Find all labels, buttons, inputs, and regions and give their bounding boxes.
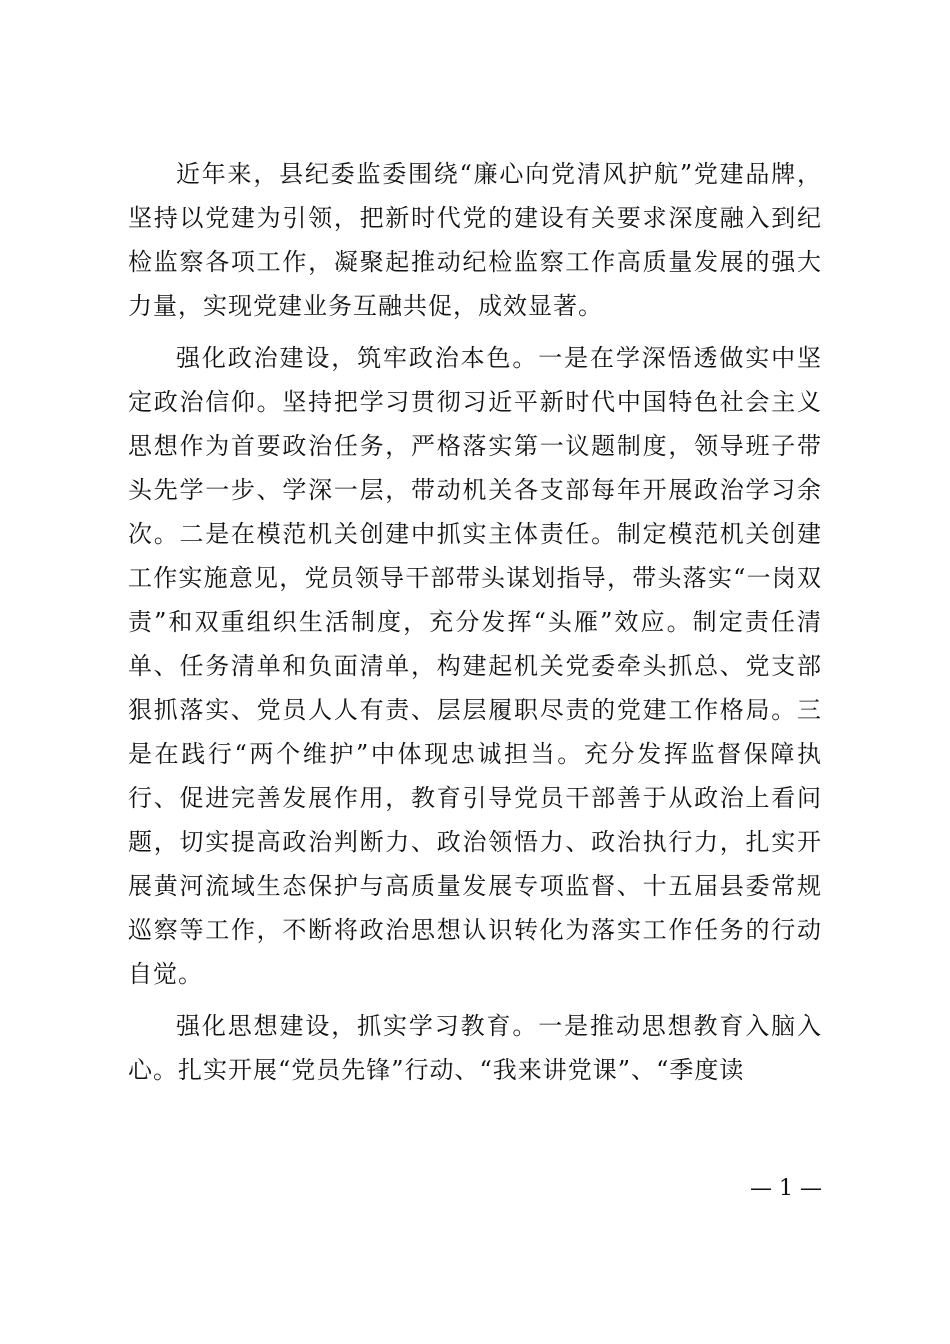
paragraph-political-building: 强化政治建设，筑牢政治本色。一是在学深悟透做实中坚定政治信仰。坚持把学习贯彻习近平新时代中国特色社会主义思想作为首要政治任务，严格落实第一议题制度，领导班子带头先学一步、学深一层，带动机关各支部每年开展政治学习余次。二是在模范机关创建中抓实主体责任。制定模范机关创建工作实施意见，党员领导干部带头谋划指导，带头落实“一岗双责”和双重组织生活制度，充分发挥“头雁”效应。制定责任清单、任务清单和负面清单，构建起机关党委牵头抓总、党支部狠抓落实、党员人人有责、层层履职尽责的党建工作格局。三是在践行“两个维护”中体现忠诚担当。充分发挥监督保障执行、促进完善发展作用，教育引导党员干部善于从政治上看问题，切实提高政治判断力、政治领悟力、政治执行力，扎实开展黄河流域生态保护与高质量发展专项监督、十五届县委常规巡察等工作，不断将政治思想认识转化为落实工作任务的行动自觉。 — [128, 344, 822, 988]
paragraph-intro: 近年来，县纪委监委围绕“廉心向党清风护航”党建品牌，坚持以党建为引领，把新时代党的建设有关要求深度融入到纪检监察各项工作，凝聚起推动纪检监察工作高质量发展的强大力量，实现党建业务互融共促，成效显著。 — [128, 160, 822, 320]
page-number: — 1 — — [750, 1176, 822, 1201]
paragraph-ideological-building: 强化思想建设，抓实学习教育。一是推动思想教育入脑入心。扎实开展“党员先锋”行动、“我来讲党课”、“季度读 — [128, 1012, 822, 1084]
document-body — [128, 152, 822, 1092]
